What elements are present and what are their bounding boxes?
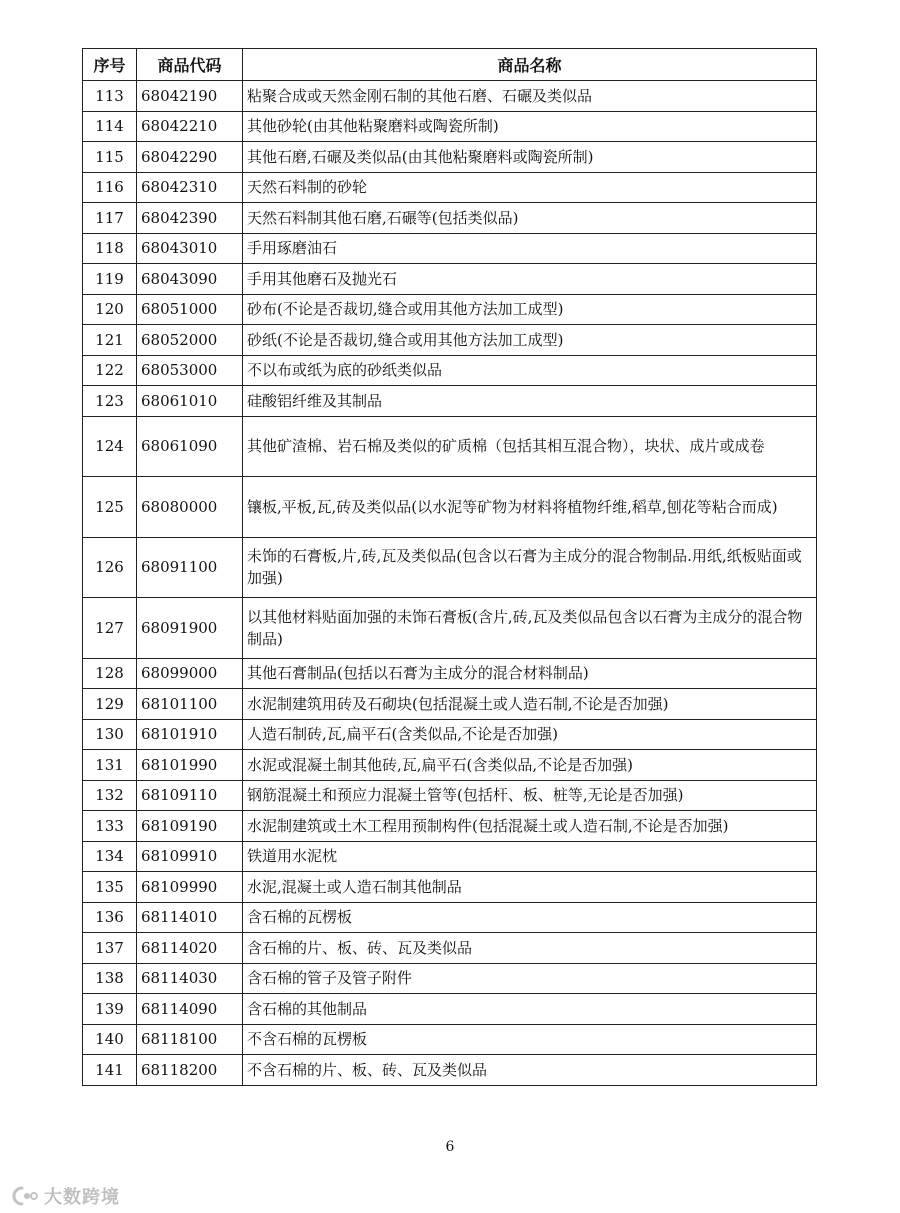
table-row	[83, 1055, 817, 1086]
cell-no: 117	[83, 203, 137, 234]
cell-name: 水泥制建筑用砖及石砌块(包括混凝土或人造石制,不论是否加强)	[243, 689, 817, 720]
cell-name: 未饰的石膏板,片,砖,瓦及类似品(包含以石膏为主成分的混合物制品.用纸,纸板贴面或加强)	[243, 537, 817, 598]
cell-name: 其他石膏制品(包括以石膏为主成分的混合材料制品)	[243, 658, 817, 689]
cell-code: 68114030	[137, 963, 243, 994]
table-row	[83, 386, 817, 417]
cell-name: 人造石制砖,瓦,扁平石(含类似品,不论是否加强)	[243, 719, 817, 750]
cell-code: 68099000	[137, 658, 243, 689]
cell-code: 68109990	[137, 872, 243, 903]
cell-no: 123	[83, 386, 137, 417]
cell-name: 含石棉的其他制品	[243, 994, 817, 1025]
cell-no: 119	[83, 264, 137, 295]
cell-name: 水泥或混凝土制其他砖,瓦,扁平石(含类似品,不论是否加强)	[243, 750, 817, 781]
cell-name: 含石棉的管子及管子附件	[243, 963, 817, 994]
cell-no: 138	[83, 963, 137, 994]
cell-no: 127	[83, 598, 137, 659]
table-row	[83, 81, 817, 112]
cell-no: 137	[83, 933, 137, 964]
cell-no: 124	[83, 416, 137, 477]
cell-code: 68101990	[137, 750, 243, 781]
cell-name: 以其他材料贴面加强的未饰石膏板(含片,砖,瓦及类似品包含以石膏为主成分的混合物制品)	[243, 598, 817, 659]
cell-name: 天然石料制的砂轮	[243, 172, 817, 203]
cell-name: 不含石棉的瓦楞板	[243, 1024, 817, 1055]
table-row	[83, 963, 817, 994]
cell-no: 113	[83, 81, 137, 112]
cell-code: 68043090	[137, 264, 243, 295]
column-header-code: 商品代码	[137, 49, 243, 81]
cell-name: 其他砂轮(由其他粘聚磨料或陶瓷所制)	[243, 111, 817, 142]
cell-code: 68091900	[137, 598, 243, 659]
table-row	[83, 1024, 817, 1055]
cell-no: 140	[83, 1024, 137, 1055]
table-row	[83, 780, 817, 811]
cell-code: 68042210	[137, 111, 243, 142]
cell-no: 129	[83, 689, 137, 720]
table-row	[83, 142, 817, 173]
column-header-name: 商品名称	[243, 49, 817, 81]
cell-name: 其他石磨,石碾及类似品(由其他粘聚磨料或陶瓷所制)	[243, 142, 817, 173]
table-row	[83, 841, 817, 872]
cell-name: 钢筋混凝土和预应力混凝土管等(包括杆、板、桩等,无论是否加强)	[243, 780, 817, 811]
table-row	[83, 264, 817, 295]
cell-name: 手用琢磨油石	[243, 233, 817, 264]
cell-no: 136	[83, 902, 137, 933]
table-row	[83, 325, 817, 356]
cell-name: 砂纸(不论是否裁切,缝合或用其他方法加工成型)	[243, 325, 817, 356]
table-row	[83, 111, 817, 142]
table-row	[83, 750, 817, 781]
cell-name: 含石棉的片、板、砖、瓦及类似品	[243, 933, 817, 964]
table-row	[83, 994, 817, 1025]
cell-no: 130	[83, 719, 137, 750]
table-row	[83, 477, 817, 538]
cell-no: 115	[83, 142, 137, 173]
cell-code: 68114010	[137, 902, 243, 933]
cell-name: 砂布(不论是否裁切,缝合或用其他方法加工成型)	[243, 294, 817, 325]
cell-code: 68051000	[137, 294, 243, 325]
cell-no: 141	[83, 1055, 137, 1086]
brand-logo-icon	[10, 1185, 38, 1207]
cell-code: 68109190	[137, 811, 243, 842]
cell-name: 其他矿渣棉、岩石棉及类似的矿质棉（包括其相互混合物），块状、成片或成卷	[243, 416, 817, 477]
cell-code: 68118100	[137, 1024, 243, 1055]
cell-no: 122	[83, 355, 137, 386]
cell-no: 128	[83, 658, 137, 689]
cell-no: 131	[83, 750, 137, 781]
cell-code: 68109110	[137, 780, 243, 811]
cell-name: 水泥制建筑或土木工程用预制构件(包括混凝土或人造石制,不论是否加强)	[243, 811, 817, 842]
table-row	[83, 658, 817, 689]
cell-code: 68042290	[137, 142, 243, 173]
cell-no: 139	[83, 994, 137, 1025]
cell-code: 68114020	[137, 933, 243, 964]
cell-code: 68101100	[137, 689, 243, 720]
column-header-no: 序号	[83, 49, 137, 81]
watermark-text: 大数跨境	[44, 1187, 120, 1208]
table-row	[83, 872, 817, 903]
cell-name: 粘聚合成或天然金刚石制的其他石磨、石碾及类似品	[243, 81, 817, 112]
cell-name: 不含石棉的片、板、砖、瓦及类似品	[243, 1055, 817, 1086]
table-row	[83, 811, 817, 842]
cell-no: 116	[83, 172, 137, 203]
cell-name: 天然石料制其他石磨,石碾等(包括类似品)	[243, 203, 817, 234]
cell-code: 68114090	[137, 994, 243, 1025]
table-row	[83, 233, 817, 264]
table-row	[83, 416, 817, 477]
cell-no: 126	[83, 537, 137, 598]
goods-table	[82, 48, 817, 1086]
table-row	[83, 598, 817, 659]
cell-code: 68109910	[137, 841, 243, 872]
cell-code: 68053000	[137, 355, 243, 386]
watermark	[10, 1184, 120, 1208]
cell-name: 硅酸铝纤维及其制品	[243, 386, 817, 417]
cell-code: 68052000	[137, 325, 243, 356]
cell-name: 手用其他磨石及抛光石	[243, 264, 817, 295]
page-number: 6	[445, 1139, 455, 1155]
table-row	[83, 689, 817, 720]
table-row	[83, 355, 817, 386]
cell-code: 68042190	[137, 81, 243, 112]
cell-code: 68080000	[137, 477, 243, 538]
cell-no: 132	[83, 780, 137, 811]
cell-no: 118	[83, 233, 137, 264]
cell-no: 133	[83, 811, 137, 842]
table-row	[83, 933, 817, 964]
cell-no: 134	[83, 841, 137, 872]
table-row	[83, 719, 817, 750]
cell-name: 水泥,混凝土或人造石制其他制品	[243, 872, 817, 903]
table-row	[83, 172, 817, 203]
cell-code: 68061090	[137, 416, 243, 477]
cell-name: 含石棉的瓦楞板	[243, 902, 817, 933]
table-row	[83, 902, 817, 933]
cell-no: 125	[83, 477, 137, 538]
cell-code: 68118200	[137, 1055, 243, 1086]
cell-code: 68101910	[137, 719, 243, 750]
cell-code: 68043010	[137, 233, 243, 264]
cell-code: 68042310	[137, 172, 243, 203]
cell-name: 铁道用水泥枕	[243, 841, 817, 872]
cell-no: 135	[83, 872, 137, 903]
cell-code: 68061010	[137, 386, 243, 417]
cell-code: 68042390	[137, 203, 243, 234]
cell-no: 114	[83, 111, 137, 142]
table-row	[83, 203, 817, 234]
cell-no: 121	[83, 325, 137, 356]
table-header-row	[83, 49, 817, 81]
table-row	[83, 294, 817, 325]
cell-name: 镶板,平板,瓦,砖及类似品(以水泥等矿物为材料将植物纤维,稻草,刨花等粘合而成)	[243, 477, 817, 538]
cell-code: 68091100	[137, 537, 243, 598]
cell-no: 120	[83, 294, 137, 325]
cell-name: 不以布或纸为底的砂纸类似品	[243, 355, 817, 386]
table-row	[83, 537, 817, 598]
